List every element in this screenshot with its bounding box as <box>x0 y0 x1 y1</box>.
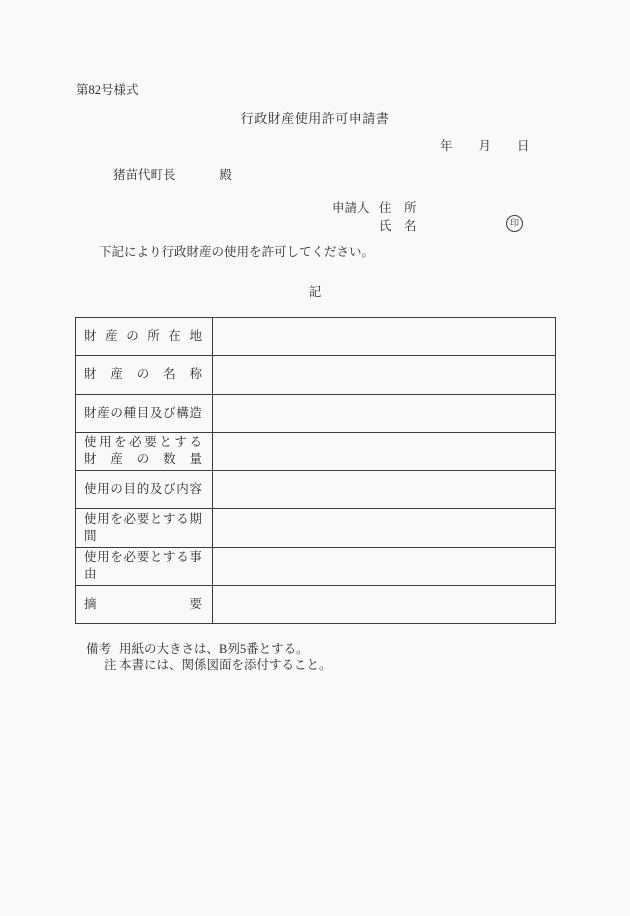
row-label-line: 使 用 を 必 要 と す る <box>84 435 202 450</box>
row-label <box>76 356 213 393</box>
form-number: 第82号様式 <box>76 83 139 97</box>
document-title: 行政財産使用許可申請書 <box>240 111 390 126</box>
row-label-line: 財 産 の 数 量 <box>84 452 202 467</box>
table-row-use-reason <box>76 547 555 585</box>
table-row-use-purpose-content <box>76 470 555 508</box>
row-label <box>76 318 213 355</box>
seal-character: 印 <box>509 218 519 228</box>
row-label-line: 財 産 の 種 目 及 び 構 造 <box>84 405 202 420</box>
table-row-remarks <box>76 585 555 623</box>
row-label-line: 使 用 を 必 要 と す る 事 <box>84 550 202 565</box>
addressee-honorific: 殿 <box>219 168 233 182</box>
table-row-use-period <box>76 508 555 546</box>
row-label <box>76 395 213 432</box>
table-row-property-name <box>76 355 555 393</box>
use-period-value-cell <box>213 509 555 546</box>
section-marker: 記 <box>308 285 322 299</box>
use-reason-value-cell <box>213 548 555 585</box>
date-year-label: 年 <box>440 139 453 153</box>
date-line <box>440 139 530 154</box>
row-label-line: 財 産 の 所 在 地 <box>84 329 202 344</box>
property-quantity-value-cell <box>213 433 555 470</box>
row-label <box>76 509 213 546</box>
use-purpose-content-value-cell <box>213 471 555 508</box>
row-label-line: 使 用 の 目 的 及 び 内 容 <box>84 482 202 497</box>
addressee-line <box>113 168 232 183</box>
applicant-address-label: 住 所 <box>379 201 417 215</box>
table-row-property-quantity <box>76 432 555 470</box>
row-label <box>76 586 213 623</box>
note-attention-text: 本書には、関係図面を添付すること。 <box>119 658 332 672</box>
applicant-label: 申請人 <box>332 201 370 215</box>
date-day-label: 日 <box>517 139 530 153</box>
row-label <box>76 471 213 508</box>
property-location-value-cell <box>213 318 555 355</box>
applicant-name-label: 氏 名 <box>379 219 417 233</box>
row-label-line: 間 <box>84 528 97 543</box>
note-remark-text: 用紙の大きさは、B列5番とする。 <box>119 642 309 656</box>
row-label-line: 使 用 を 必 要 と す る 期 <box>84 511 202 526</box>
note-attention-label: 注 <box>104 658 117 672</box>
instruction-text: 下記により行政財産の使用を許可してください。 <box>99 245 375 259</box>
seal-icon <box>506 215 523 232</box>
date-month-label: 月 <box>478 139 492 153</box>
application-table <box>75 317 556 624</box>
row-label-line: 財 産 の 名 称 <box>84 367 202 382</box>
remarks-value-cell <box>213 586 555 623</box>
row-label <box>76 548 213 585</box>
addressee-name: 猪苗代町長 <box>113 168 176 182</box>
property-type-structure-value-cell <box>213 395 555 432</box>
row-label <box>76 433 213 470</box>
property-name-value-cell <box>213 356 555 393</box>
note-remark-label: 備考 <box>86 642 112 656</box>
row-label-line: 由 <box>84 567 97 582</box>
row-label-line: 摘 要 <box>84 596 202 611</box>
table-row-property-location <box>76 318 555 355</box>
table-row-property-type-structure <box>76 394 555 432</box>
